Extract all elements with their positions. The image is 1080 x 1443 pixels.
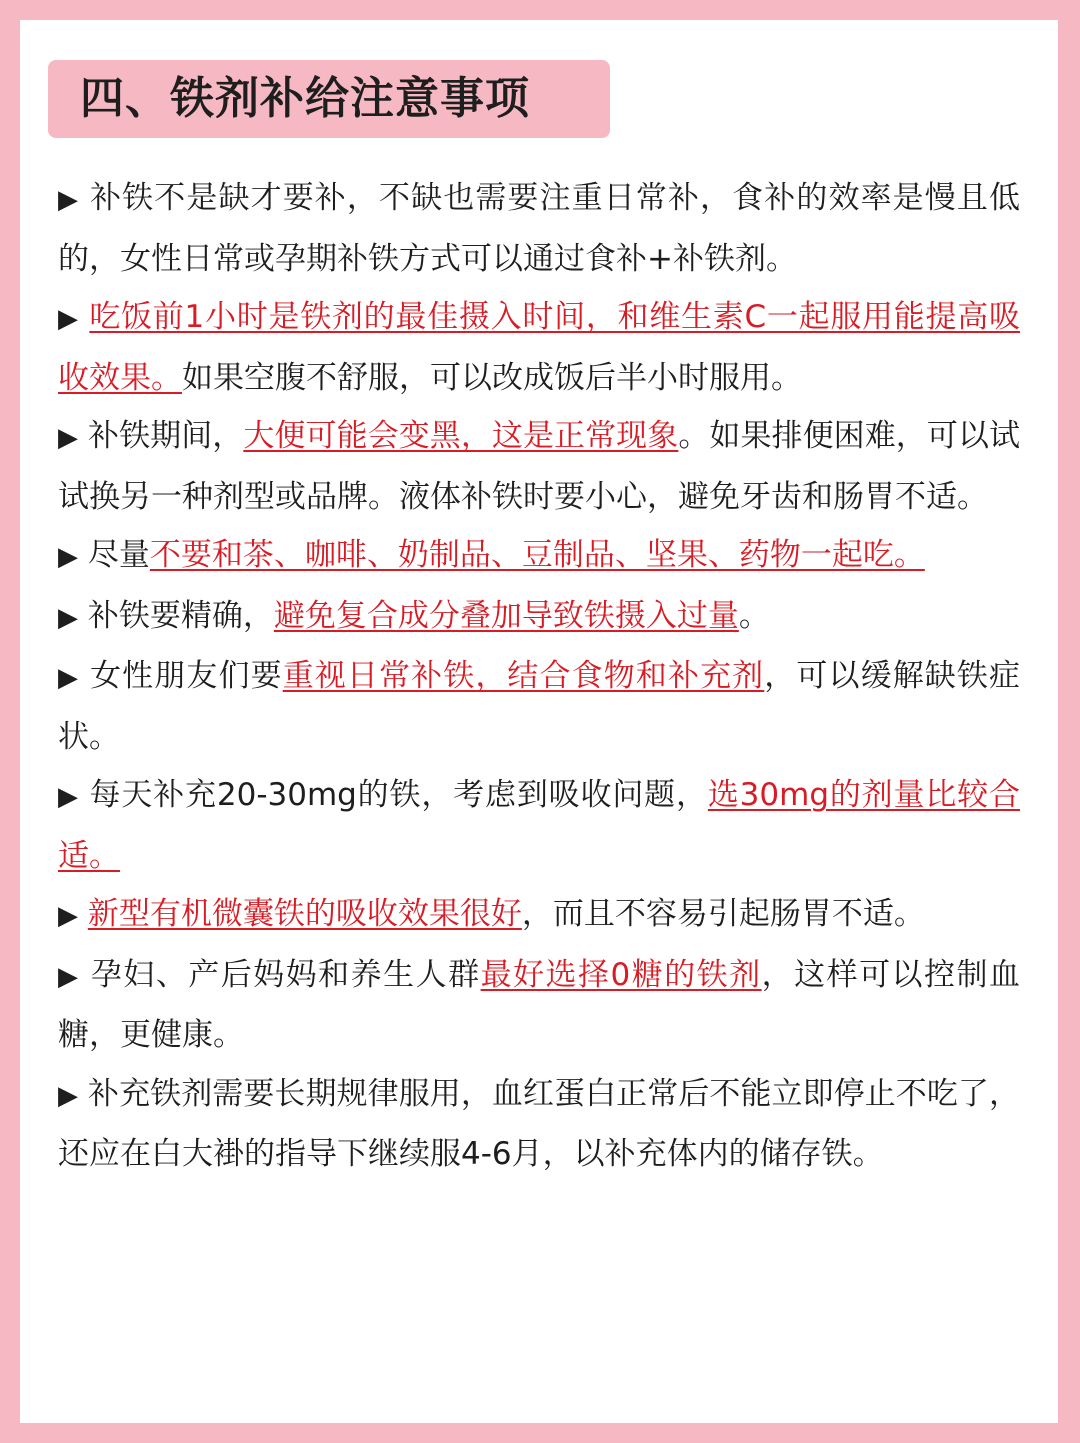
bullet-arrow-icon: ▶	[58, 1080, 79, 1111]
bullet-arrow-icon: ▶	[58, 602, 78, 633]
tip-item	[58, 288, 1020, 407]
tip-text: 。如果排便困难，可以试试换另一种剂型或品牌。液体补铁时要小心，避免牙齿和肠胃不适。	[58, 418, 1021, 515]
bullet-arrow-icon: ▶	[58, 185, 80, 215]
bullet-arrow-icon: ▶	[58, 901, 78, 931]
highlighted-text: 吃饭前1小时是铁剂的最佳摄入时间，和维生素C一起服用能提高吸收效果。	[58, 299, 1020, 396]
tip-item	[58, 885, 1020, 946]
content-card	[20, 20, 1058, 1423]
tip-text: 如果空腹不舒服，可以改成饭后半小时服用。	[182, 359, 802, 396]
tip-item	[58, 647, 1020, 766]
tip-text: 补铁要精确，	[78, 597, 274, 634]
highlighted-text: 大便可能会变黑，这是正常现象	[243, 418, 679, 454]
tip-item	[58, 946, 1020, 1065]
page-title: 四、铁剂补给注意事项	[80, 73, 530, 124]
tip-text: 。	[738, 597, 770, 634]
tip-text: ，可以缓解缺铁症状。	[58, 658, 1021, 755]
tip-text	[78, 896, 88, 932]
highlighted-text: 不要和茶、咖啡、奶制品、豆制品、坚果、药物一起吃。	[149, 537, 925, 573]
tip-text: ，这样可以控制血糖，更健康。	[58, 956, 1021, 1053]
highlighted-text: 最好选择0糖的铁剂	[480, 956, 762, 993]
tip-item	[58, 1065, 1020, 1184]
highlighted-text: 新型有机微囊铁的吸收效果很好	[87, 896, 522, 932]
tip-item	[58, 766, 1020, 885]
bullet-arrow-icon: ▶	[58, 782, 79, 812]
tip-text: 每天补充20-30mg的铁，考虑到吸收问题，	[78, 777, 708, 813]
highlighted-text: 选30mg的剂量比较合适。	[58, 777, 1021, 874]
bullet-arrow-icon: ▶	[58, 423, 79, 453]
tip-text: 补铁不是缺才要补，不缺也需要注重日常补，食补的效率是慢且低的，女性日常或孕期补铁方式可以通过食补+补铁剂。	[58, 180, 1020, 277]
tip-text: 孕妇、产后妈妈和养生人群	[79, 956, 481, 993]
tip-text: 补铁期间，	[78, 418, 244, 454]
tip-text: 尽量	[78, 537, 150, 573]
bullet-arrow-icon: ▶	[58, 542, 78, 572]
tip-item	[58, 526, 1020, 587]
tip-text: 补充铁剂需要长期规律服用，血红蛋白正常后不能立即停止不吃了，还应在白大褂的指导下继续服4-6月，以补充体内的储存铁。	[58, 1075, 1021, 1172]
tip-text	[79, 299, 90, 335]
highlighted-text: 避免复合成分叠加导致铁摄入过量	[273, 597, 739, 634]
highlighted-text: 重视日常补铁，结合食物和补充剂	[282, 658, 765, 694]
tip-item	[58, 407, 1020, 526]
tip-item	[58, 587, 1020, 648]
tip-item	[58, 169, 1020, 288]
bullet-arrow-icon: ▶	[58, 304, 79, 334]
tip-text: ，而且不容易引起肠胃不适。	[521, 896, 925, 932]
bullet-arrow-icon: ▶	[58, 961, 80, 992]
title-banner	[48, 60, 610, 138]
tips-list	[58, 169, 1020, 1184]
bullet-arrow-icon: ▶	[58, 663, 80, 693]
tip-text: 女性朋友们要	[79, 658, 283, 694]
